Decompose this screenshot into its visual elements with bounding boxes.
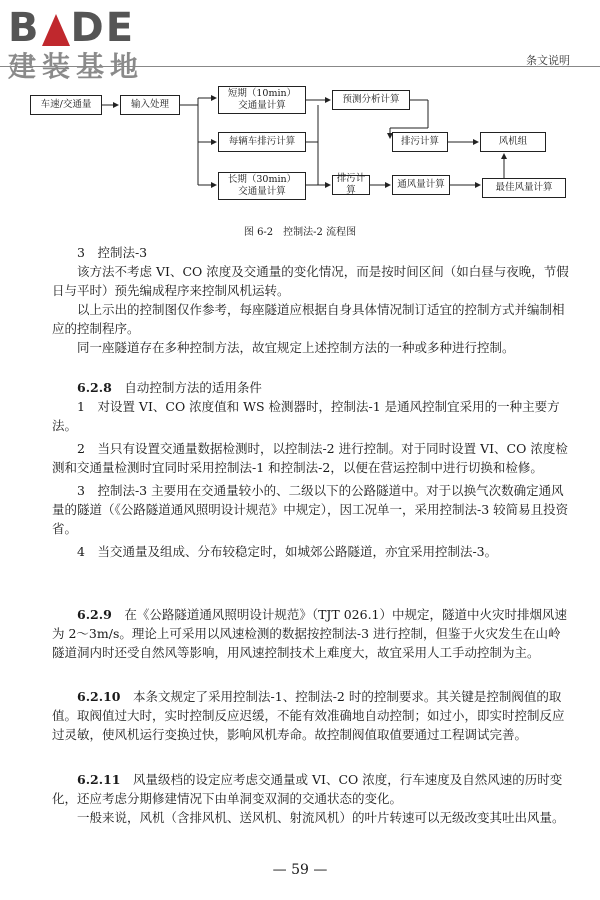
section-6-2-8 bbox=[52, 378, 572, 561]
paragraph: 以上示出的控制图仅作参考，每座隧道应根据自身具体情况制订适宜的控制方式并编制相应的控制程序。 bbox=[52, 302, 565, 336]
paragraph: 3 控制法-3 主要用在交通量较小的、二级以下的公路隧道中。对于以换气次数确定通风量的隧道（《公路隧道通风照明设计规范》中规定），因工况单一，采用控制法-3 较简易且投资省。 bbox=[52, 483, 569, 536]
body-block-1 bbox=[52, 243, 572, 357]
box-input-process: 输入处理 bbox=[120, 95, 180, 115]
section-6-2-9 bbox=[52, 605, 572, 662]
header-divider bbox=[0, 66, 600, 67]
logo-chinese: 建装基地 bbox=[8, 50, 145, 83]
box-per-vehicle-emission: 每辆车排污计算 bbox=[218, 132, 306, 152]
logo bbox=[8, 6, 178, 84]
paragraph: 2 当只有设置交通量数据检测时，以控制法-2 进行控制。对于同时设置 VI、CO 浓度检测和交通量检测时宜同时采用控制法-1 和控制法-2，以便在营运控制中进行切换和检修。 bbox=[52, 441, 568, 475]
page-number: — 59 — bbox=[272, 862, 328, 878]
box-airflow-calc: 通风量计算 bbox=[392, 175, 450, 195]
box-long-term-volume: 长期（30min） 交通量计算 bbox=[218, 172, 306, 200]
paragraph: 该方法不考虑 VI、CO 浓度及交通量的变化情况，而是按时间区间（如白昼与夜晚，节假日与平时）预先编成程序来控制风机运转。 bbox=[52, 264, 569, 298]
box-vehicle-speed-volume: 车速/交通量 bbox=[30, 95, 102, 115]
paragraph: 6.2.9 在《公路隧道通风照明设计规范》（TJT 026.1）中规定，隧道中火灾时排烟风速为 2～3m/s。理论上可采用以风速检测的数据按控制法-3 进行控制，但鉴于火灾发生在山岭隧道洞内时还受自然风等影响，用风速控制技术上难度大，故宜采用人工手动控制为主。 bbox=[52, 607, 568, 660]
section-6-2-11 bbox=[52, 770, 572, 827]
box-emission-calc-lower: 排污计算 bbox=[332, 175, 370, 195]
flowchart bbox=[30, 80, 590, 220]
section-heading: 6.2.8 自动控制方法的适用条件 bbox=[77, 380, 262, 395]
box-short-term-volume: 短期（10min） 交通量计算 bbox=[218, 86, 306, 114]
section-6-2-10 bbox=[52, 687, 572, 744]
paragraph: 6.2.11 风量级档的设定应考虑交通量或 VI、CO 浓度，行车速度及自然风速的历时变化，还应考虑分期修建情况下由单洞变双洞的交通状态的变化。 bbox=[52, 772, 563, 806]
paragraph: 同一座隧道存在多种控制方法，故宜规定上述控制方法的一种或多种进行控制。 bbox=[77, 340, 515, 355]
section-label: 条文说明 bbox=[526, 54, 570, 67]
box-emission-calc-upper: 排污计算 bbox=[392, 132, 448, 152]
paragraph: 3 控制法-3 bbox=[77, 245, 148, 260]
paragraph: 4 当交通量及组成、分布较稳定时，如城郊公路隧道，亦宜采用控制法-3。 bbox=[77, 544, 498, 559]
logo-triangle-icon bbox=[42, 14, 70, 46]
box-fan-group: 风机组 bbox=[480, 132, 546, 152]
paragraph: 6.2.10 本条文规定了采用控制法-1、控制法-2 时的控制要求。其关键是控制阀值的取值。取阀值过大时，实时控制反应迟缓，不能有效准确地自动控制；如过小，即实时控制反应过灵敏，使风机运行变换过快，影响风机寿命。故控制阀值取值要通过工程调试完善。 bbox=[52, 689, 565, 742]
paragraph: 一般来说，风机（含排风机、送风机、射流风机）的叶片转速可以无级改变其吐出风量。 bbox=[77, 810, 565, 825]
box-forecast-analysis: 预测分析计算 bbox=[332, 90, 410, 110]
figure-caption: 图 6-2 控制法-2 流程图 bbox=[243, 227, 357, 238]
paragraph: 1 对设置 VI、CO 浓度值和 WS 检测器时，控制法-1 是通风控制宜采用的一种主要方法。 bbox=[52, 399, 560, 433]
box-optimal-airflow: 最佳风量计算 bbox=[482, 178, 566, 198]
logo-text: B DE bbox=[8, 5, 136, 51]
